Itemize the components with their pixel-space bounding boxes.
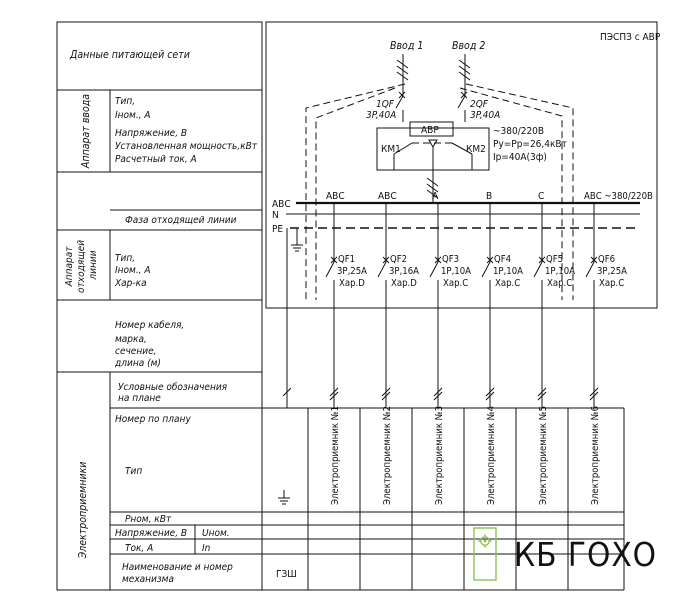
outgoing-field-char: Хар-ка — [115, 278, 147, 289]
gear-icon — [479, 535, 492, 548]
feeder-2-receiver: Электроприемник №2 — [382, 405, 393, 505]
outgoing-field-inom: Iном., А — [115, 265, 151, 276]
plan-symbols-line1: Условные обозначения — [118, 382, 228, 393]
name-field-line2: механизма — [122, 574, 174, 585]
name-field-line1: Наименование и номер — [122, 562, 233, 573]
feeder-3-phase: А — [432, 191, 439, 202]
gzsh-ground-icon — [278, 490, 290, 504]
feeder-4-breaker-blade — [482, 262, 490, 277]
feeder-3-char: Хар.С — [443, 278, 469, 289]
type-label: Тип — [125, 466, 143, 477]
cable-field-section: сечение, — [115, 346, 157, 357]
outgoing-field-type: Тип, — [115, 253, 136, 264]
plan-symbols-line2: на плане — [118, 393, 161, 404]
feeder-4-qf: QF4 — [494, 254, 512, 265]
feeder-1-breaker-blade — [326, 262, 334, 277]
feeder-6-breaker-blade — [586, 262, 594, 277]
feeder-5-rating: 1P,10A — [545, 266, 576, 277]
qf-in1-rating: 3P,40A — [366, 110, 397, 121]
feeder-5-phase: С — [538, 191, 545, 202]
feeder-1-rating: 3P,25A — [337, 266, 368, 277]
current-label: Ток, А — [125, 543, 154, 554]
buses — [286, 203, 640, 228]
feeder-6-rating: 3P,25A — [597, 266, 628, 277]
qf-in1-name: 1QF — [376, 99, 394, 110]
feeder-6-char: Хар.С — [599, 278, 625, 289]
feeder-3-qf: QF3 — [442, 254, 460, 265]
phase-label: Фаза отходящей линии — [125, 215, 237, 226]
param-power: Ру=Рр=26,4кВт — [493, 139, 567, 150]
unom-label: Uном. — [202, 528, 230, 539]
in-label: In — [202, 543, 211, 554]
input-field-inom: Iном., А — [115, 110, 151, 121]
input2-label: Ввод 2 — [452, 40, 486, 52]
feeder-5-breaker-blade — [534, 262, 542, 277]
qf-in2-name: 2QF — [470, 99, 488, 110]
feeder-2-phase: АВС — [378, 191, 397, 202]
cable-field-mark: марка, — [115, 334, 147, 345]
bus-voltage-label: АВС ~380/220В — [584, 191, 653, 202]
qf-in2-rating: 3P,40A — [470, 110, 501, 121]
feeder-1-char: Хар.D — [339, 278, 365, 289]
feeder-1-qf: QF1 — [338, 254, 356, 265]
input-field-current: Расчетный ток, А — [115, 154, 197, 165]
voltage-label: Напряжение, В — [115, 528, 188, 539]
bus-abc-label: АВС — [272, 199, 291, 210]
feeder-2-char: Хар.D — [391, 278, 417, 289]
gzsh-label: ГЗШ — [276, 569, 297, 580]
outgoing-apparatus-label: Аппарат отходящей линии — [64, 239, 99, 293]
feeder-2-rating: 3P,16A — [389, 266, 420, 277]
input-field-voltage: Напряжение, В — [115, 128, 188, 139]
input1-label: Ввод 1 — [390, 40, 424, 52]
feeder-3-receiver: Электроприемник №3 — [434, 405, 445, 505]
pe-conductor — [283, 228, 291, 408]
param-current: Iр=40А(3ф) — [493, 152, 547, 163]
bus-n-label: N — [272, 210, 279, 221]
feeder-4-receiver: Электроприемник №4 — [486, 405, 497, 505]
panel-title: ПЭСПЗ с АВР — [600, 32, 661, 43]
feeder-4-char: Хар.С — [495, 278, 521, 289]
power-label: Рном, кВт — [125, 514, 172, 525]
feeder-2-breaker-blade — [378, 262, 386, 277]
feeder-5-receiver: Электроприемник №5 — [538, 405, 549, 505]
feeder-5-qf: QF5 — [546, 254, 564, 265]
km1-label: КМ1 — [381, 144, 401, 155]
logo-text: КБ ГОХО — [514, 535, 658, 574]
supply-data-label: Данные питающей сети — [70, 49, 190, 61]
cable-field-length: длина (м) — [115, 358, 161, 369]
feeders-group — [326, 191, 627, 505]
pe-ground-icon — [291, 228, 303, 251]
feeder-3-rating: 1P,10A — [441, 266, 472, 277]
input-field-type: Тип, — [115, 96, 136, 107]
avr-label: АВР — [421, 125, 439, 136]
feeder-4-rating: 1P,10A — [493, 266, 524, 277]
plan-number-label: Номер по плану — [115, 414, 191, 425]
input-field-power: Установленная мощность,кВт — [115, 141, 258, 152]
feeder-6-qf: QF6 — [598, 254, 616, 265]
feeder-4-phase: В — [486, 191, 493, 202]
feeder-6-receiver: Электроприемник №6 — [590, 405, 601, 505]
receivers-group-label: Электроприемники — [77, 461, 89, 559]
feeder-1-phase: АВС — [326, 191, 345, 202]
km2-label: КМ2 — [466, 144, 486, 155]
feeder-1-receiver: Электроприемник №1 — [330, 405, 341, 505]
feeder-2-qf: QF2 — [390, 254, 408, 265]
feeder-5-char: Хар.С — [547, 278, 573, 289]
input-apparatus-label: Аппарат ввода — [80, 93, 92, 169]
param-voltage: ~380/220В — [493, 126, 545, 137]
cable-field-number: Номер кабеля, — [115, 320, 185, 331]
feeder-3-breaker-blade — [430, 262, 438, 277]
input-wiring — [396, 54, 470, 122]
bus-pe-label: PE — [272, 224, 284, 235]
